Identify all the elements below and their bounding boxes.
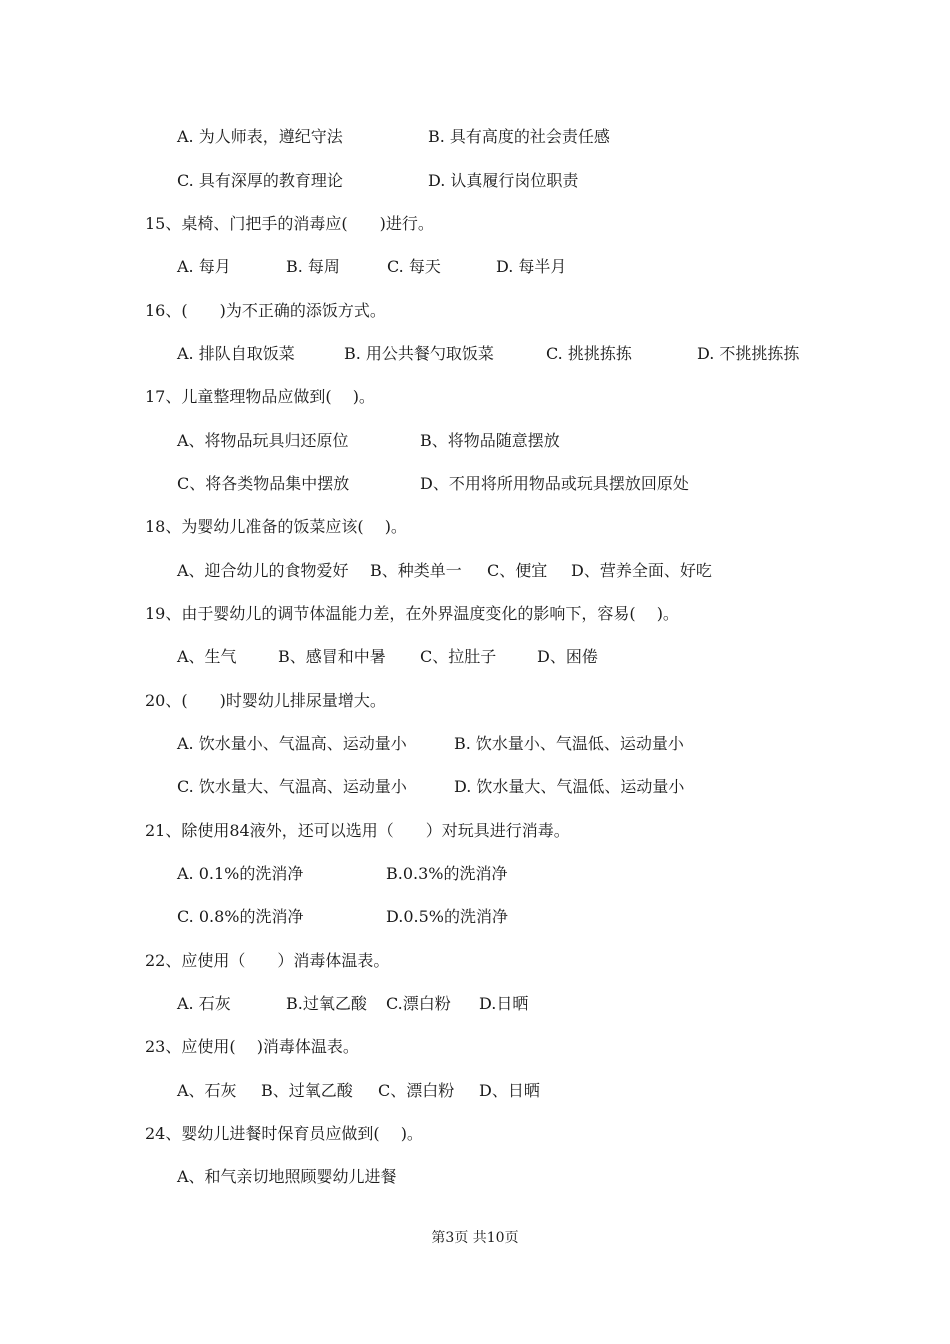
- question-text: 15、桌椅、门把手的消毒应( )进行。: [145, 214, 434, 233]
- option-text: C.漂白粉: [386, 994, 451, 1013]
- question-text: 20、( )时婴幼儿排尿量增大。: [145, 691, 386, 710]
- option-text: B.0.3%的洗消净: [386, 864, 508, 883]
- option-text: D. 认真履行岗位职责: [428, 171, 579, 190]
- option-text: A. 饮水量小、气温高、运动量小: [177, 734, 407, 753]
- question-text: 24、婴幼儿进餐时保育员应做到( )。: [145, 1124, 423, 1143]
- question-text: 18、为婴幼儿准备的饭菜应该( )。: [145, 517, 407, 536]
- question-text: 17、儿童整理物品应做到( )。: [145, 387, 375, 406]
- option-text: C、拉肚子: [420, 647, 497, 666]
- option-text: D.0.5%的洗消净: [386, 907, 508, 926]
- option-text: A. 每月: [177, 257, 231, 276]
- option-text: A. 排队自取饭菜: [177, 344, 295, 363]
- page-number: 第3页 共10页: [431, 1230, 519, 1246]
- option-text: D. 饮水量大、气温低、运动量小: [454, 777, 685, 796]
- option-text: A. 0.1%的洗消净: [177, 864, 304, 883]
- option-text: A、石灰: [177, 1081, 237, 1100]
- option-text: A. 石灰: [177, 994, 231, 1013]
- option-text: B、感冒和中暑: [278, 647, 386, 666]
- option-text: A. 为人师表，遵纪守法: [177, 127, 343, 146]
- question-text: 16、( )为不正确的添饭方式。: [145, 301, 386, 320]
- question-text: 19、由于婴幼儿的调节体温能力差，在外界温度变化的影响下，容易( )。: [145, 604, 679, 623]
- option-text: D、日晒: [479, 1081, 540, 1100]
- option-text: B.过氧乙酸: [286, 994, 367, 1013]
- option-text: D、不用将所用物品或玩具摆放回原处: [420, 474, 689, 493]
- option-text: A、将物品玩具归还原位: [177, 431, 349, 450]
- option-text: B. 用公共餐勺取饭菜: [344, 344, 494, 363]
- option-text: A、和气亲切地照顾婴幼儿进餐: [177, 1167, 397, 1186]
- option-text: C、便宜: [487, 561, 548, 580]
- option-text: C. 饮水量大、气温高、运动量小: [177, 777, 407, 796]
- option-text: D. 不挑挑拣拣: [697, 344, 800, 363]
- option-text: A、迎合幼儿的食物爱好: [177, 561, 349, 580]
- option-text: D.日晒: [479, 994, 529, 1013]
- option-text: B、过氧乙酸: [261, 1081, 353, 1100]
- option-text: C、漂白粉: [378, 1081, 455, 1100]
- option-text: A、生气: [177, 647, 237, 666]
- option-text: B. 每周: [286, 257, 340, 276]
- option-text: D. 每半月: [496, 257, 567, 276]
- question-text: 22、应使用（ ）消毒体温表。: [145, 951, 390, 970]
- option-text: D、困倦: [537, 647, 598, 666]
- option-text: C. 挑挑拣拣: [546, 344, 632, 363]
- option-text: B、将物品随意摆放: [420, 431, 560, 450]
- option-text: B. 饮水量小、气温低、运动量小: [454, 734, 684, 753]
- option-text: C、将各类物品集中摆放: [177, 474, 350, 493]
- option-text: B、种类单一: [370, 561, 462, 580]
- question-text: 21、除使用84液外，还可以选用（ ）对玩具进行消毒。: [145, 821, 570, 840]
- option-text: C. 0.8%的洗消净: [177, 907, 304, 926]
- question-text: 23、应使用( )消毒体温表。: [145, 1037, 359, 1056]
- option-text: B. 具有高度的社会责任感: [428, 127, 610, 146]
- option-text: D、营养全面、好吃: [571, 561, 712, 580]
- option-text: C. 每天: [387, 257, 441, 276]
- option-text: C. 具有深厚的教育理论: [177, 171, 343, 190]
